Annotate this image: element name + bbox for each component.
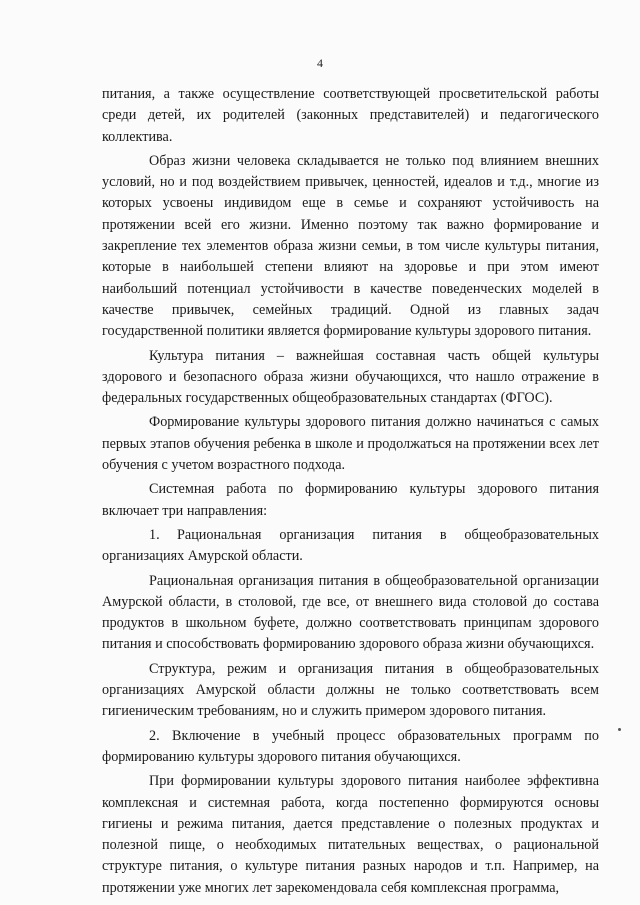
body-text <box>102 84 599 902</box>
paragraph-rational-organization: Рациональная организация питания в общеобразовательной организации Амурской области, в столовой, где все, от внешнего вида столовой до состава продуктов в школьном буфете, должно соответствовать принципам здорового питания и способствовать формированию здорового образа жизни обучающихся. <box>102 572 599 653</box>
paragraph-structure-regime: Структура, режим и организация питания в общеобразовательных организациях Амурской области должны не только соответствовать всем гигиеническим требованиям, но и служить примером здорового питания. <box>102 660 599 720</box>
page-number: 4 <box>317 56 323 70</box>
paragraph-system-work: Системная работа по формированию культуры здорового питания включает три направления: <box>102 481 599 519</box>
paragraph-complex-work: При формировании культуры здорового питания наиболее эффективна комплексная и системная работа, когда постепенно формируются основы гигиены и режима питания, дается представление о полезных продуктах и полезной пище, о необходимых питательных веществах, о рациональной структуре питания, о культуре питания разных народов и т.п. Например, на протяжении уже многих лет зарекомендовала себя комплексная программа, <box>102 773 599 896</box>
scan-artifact-dot <box>618 728 621 731</box>
paragraph-formation-stages: Формирование культуры здорового питания должно начинаться с самых первых этапов обучения ребенка в школе и продолжаться на протяжении всех лет обучения с учетом возрастного подхода. <box>102 414 599 474</box>
list-item-1-number: 1. <box>149 526 160 543</box>
list-item-2: 2. Включение в учебный процесс образовательных программ по формированию культуры здорового питания обучающихся. <box>102 727 599 765</box>
paragraph-lifestyle: Образ жизни человека складывается не только под влиянием внешних условий, но и под воздействием привычек, ценностей, идеалов и т.д., многие из которых усвоены индивидом еще в семье и сохраняют устойчивость на протяжении всей его жизни. Именно поэтому так важно формирование и закрепление тех элементов образа жизни семьи, в том числе культуры питания, которые в наибольшей степени влияют на здоровье и при этом имеют наибольший потенциал устойчивости в качестве поведенческих моделей в качестве привычек, семейных традиций. Одной из главных задач государственной политики является формирование культуры здорового питания. <box>102 152 599 340</box>
list-item-1 <box>102 525 599 568</box>
paragraph-continuation: питания, а также осуществление соответствующей просветительской работы среди детей, их родителей (законных представителей) и педагогического коллектива. <box>102 86 599 145</box>
paragraph-nutrition-culture: Культура питания – важнейшая составная часть общей культуры здорового и безопасного образа жизни обучающихся, что нашло отражение в федеральных государственных общеобразовательных стандартах (ФГОС). <box>102 347 599 407</box>
list-item-1-text: Рациональная организация питания в общеобразовательных организациях Амурской области. <box>102 526 599 565</box>
